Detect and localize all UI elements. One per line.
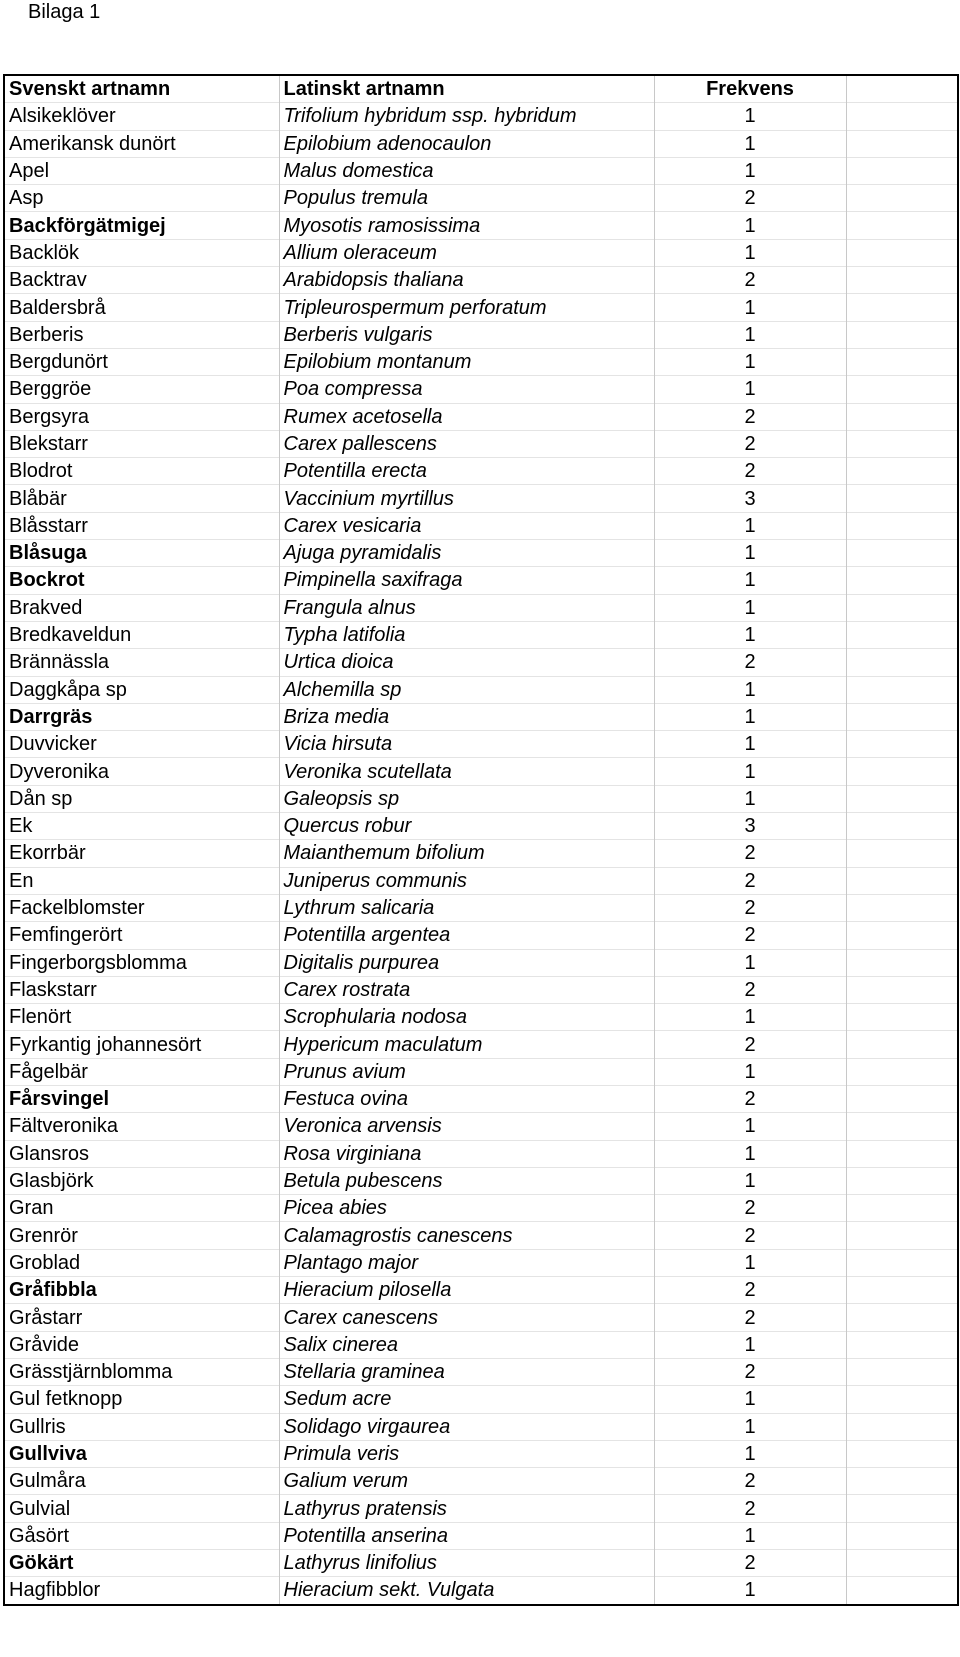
frequency-cell: 2 xyxy=(654,922,846,949)
frequency-cell: 1 xyxy=(654,1167,846,1194)
table-row xyxy=(4,1358,958,1385)
empty-cell xyxy=(846,1440,958,1467)
latin-name-cell: Vaccinium myrtillus xyxy=(279,485,654,512)
header-swedish-name: Svenskt artnamn xyxy=(9,78,171,101)
table-row xyxy=(4,1004,958,1031)
swedish-name-cell: Brännässla xyxy=(4,649,279,676)
latin-name-cell: Primula veris xyxy=(279,1440,654,1467)
latin-name-cell: Lythrum salicaria xyxy=(279,894,654,921)
latin-name-cell: Hieracium sekt. Vulgata xyxy=(279,1577,654,1605)
swedish-name-cell: Amerikansk dunört xyxy=(4,130,279,157)
table-row xyxy=(4,376,958,403)
frequency-cell: 1 xyxy=(654,376,846,403)
frequency-cell: 1 xyxy=(654,321,846,348)
swedish-name-cell: Bergsyra xyxy=(4,403,279,430)
empty-cell xyxy=(846,1140,958,1167)
table-row xyxy=(4,867,958,894)
frequency-cell: 2 xyxy=(654,185,846,212)
page-heading: Bilaga 1 xyxy=(28,1,101,23)
latin-name-cell: Rumex acetosella xyxy=(279,403,654,430)
frequency-cell: 2 xyxy=(654,1222,846,1249)
swedish-name-cell: Glansros xyxy=(4,1140,279,1167)
table-row xyxy=(4,430,958,457)
latin-name-cell: Solidago virgaurea xyxy=(279,1413,654,1440)
empty-cell xyxy=(846,267,958,294)
frequency-cell: 2 xyxy=(654,1085,846,1112)
empty-cell xyxy=(846,294,958,321)
table-row xyxy=(4,922,958,949)
latin-name-cell: Veronika scutellata xyxy=(279,758,654,785)
table-row xyxy=(4,485,958,512)
frequency-cell: 1 xyxy=(654,785,846,812)
latin-name-cell: Allium oleraceum xyxy=(279,239,654,266)
empty-cell xyxy=(846,321,958,348)
swedish-name-cell: Hagfibblor xyxy=(4,1577,279,1605)
frequency-cell: 1 xyxy=(654,130,846,157)
table-row xyxy=(4,1085,958,1112)
swedish-name-cell: Gåsört xyxy=(4,1522,279,1549)
latin-name-cell: Quercus robur xyxy=(279,813,654,840)
empty-cell xyxy=(846,1413,958,1440)
swedish-name-cell: Gullris xyxy=(4,1413,279,1440)
table-row xyxy=(4,567,958,594)
latin-name-cell: Galeopsis sp xyxy=(279,785,654,812)
swedish-name-cell: Gul fetknopp xyxy=(4,1386,279,1413)
empty-cell xyxy=(846,894,958,921)
frequency-cell: 1 xyxy=(654,676,846,703)
empty-cell xyxy=(846,212,958,239)
empty-cell xyxy=(846,840,958,867)
empty-cell xyxy=(846,758,958,785)
latin-name-cell: Sedum acre xyxy=(279,1386,654,1413)
frequency-cell: 3 xyxy=(654,813,846,840)
swedish-name-cell: Dån sp xyxy=(4,785,279,812)
empty-cell xyxy=(846,130,958,157)
table-row xyxy=(4,239,958,266)
frequency-cell: 1 xyxy=(654,949,846,976)
frequency-cell: 1 xyxy=(654,594,846,621)
empty-cell xyxy=(846,376,958,403)
table-row xyxy=(4,185,958,212)
empty-cell xyxy=(846,75,958,103)
frequency-cell: 2 xyxy=(654,1495,846,1522)
frequency-cell: 1 xyxy=(654,1440,846,1467)
empty-cell xyxy=(846,1249,958,1276)
table-row xyxy=(4,840,958,867)
species-table-body xyxy=(4,75,958,1605)
frequency-cell: 2 xyxy=(654,430,846,457)
frequency-cell: 2 xyxy=(654,1304,846,1331)
swedish-name-cell: Gökärt xyxy=(4,1550,279,1577)
empty-cell xyxy=(846,1522,958,1549)
empty-cell xyxy=(846,813,958,840)
latin-name-cell: Potentilla anserina xyxy=(279,1522,654,1549)
latin-name-cell: Vicia hirsuta xyxy=(279,731,654,758)
swedish-name-cell: Daggkåpa sp xyxy=(4,676,279,703)
swedish-name-cell: Fågelbär xyxy=(4,1058,279,1085)
empty-cell xyxy=(846,1004,958,1031)
table-row xyxy=(4,731,958,758)
frequency-cell: 1 xyxy=(654,512,846,539)
latin-name-cell: Epilobium montanum xyxy=(279,348,654,375)
empty-cell xyxy=(846,567,958,594)
table-row xyxy=(4,1522,958,1549)
table-row xyxy=(4,976,958,1003)
swedish-name-cell: Berggröe xyxy=(4,376,279,403)
latin-name-cell: Poa compressa xyxy=(279,376,654,403)
empty-cell xyxy=(846,922,958,949)
frequency-cell: 1 xyxy=(654,239,846,266)
empty-cell xyxy=(846,348,958,375)
latin-name-cell: Galium verum xyxy=(279,1468,654,1495)
table-header-row xyxy=(4,75,958,103)
frequency-cell: 1 xyxy=(654,1522,846,1549)
latin-name-cell: Calamagrostis canescens xyxy=(279,1222,654,1249)
frequency-cell: 2 xyxy=(654,867,846,894)
frequency-cell: 1 xyxy=(654,157,846,184)
frequency-cell: 3 xyxy=(654,485,846,512)
table-row xyxy=(4,1386,958,1413)
latin-name-cell: Pimpinella saxifraga xyxy=(279,567,654,594)
frequency-cell: 1 xyxy=(654,212,846,239)
swedish-name-cell: Blåsuga xyxy=(4,540,279,567)
swedish-name-cell: Gråvide xyxy=(4,1331,279,1358)
empty-cell xyxy=(846,485,958,512)
frequency-cell: 1 xyxy=(654,1386,846,1413)
swedish-name-cell: Darrgräs xyxy=(4,703,279,730)
table-row xyxy=(4,403,958,430)
empty-cell xyxy=(846,1495,958,1522)
table-row xyxy=(4,894,958,921)
latin-name-cell: Lathyrus linifolius xyxy=(279,1550,654,1577)
frequency-cell: 1 xyxy=(654,758,846,785)
table-row xyxy=(4,1277,958,1304)
frequency-cell: 1 xyxy=(654,1058,846,1085)
swedish-name-cell: Bredkaveldun xyxy=(4,621,279,648)
swedish-name-cell: Gråstarr xyxy=(4,1304,279,1331)
latin-name-cell: Carex rostrata xyxy=(279,976,654,1003)
frequency-cell: 1 xyxy=(654,567,846,594)
frequency-cell: 2 xyxy=(654,1550,846,1577)
latin-name-cell: Stellaria graminea xyxy=(279,1358,654,1385)
latin-name-cell: Briza media xyxy=(279,703,654,730)
swedish-name-cell: Fingerborgsblomma xyxy=(4,949,279,976)
latin-name-cell: Lathyrus pratensis xyxy=(279,1495,654,1522)
frequency-cell: 2 xyxy=(654,1195,846,1222)
empty-cell xyxy=(846,1195,958,1222)
table-row xyxy=(4,512,958,539)
latin-name-cell: Salix cinerea xyxy=(279,1331,654,1358)
swedish-name-cell: Fyrkantig johannesört xyxy=(4,1031,279,1058)
empty-cell xyxy=(846,1577,958,1605)
empty-cell xyxy=(846,731,958,758)
empty-cell xyxy=(846,785,958,812)
latin-name-cell: Tripleurospermum perforatum xyxy=(279,294,654,321)
empty-cell xyxy=(846,1222,958,1249)
swedish-name-cell: Blåbär xyxy=(4,485,279,512)
latin-name-cell: Frangula alnus xyxy=(279,594,654,621)
latin-name-cell: Carex pallescens xyxy=(279,430,654,457)
table-row xyxy=(4,458,958,485)
swedish-name-cell: Apel xyxy=(4,157,279,184)
table-row xyxy=(4,1550,958,1577)
latin-name-cell: Ajuga pyramidalis xyxy=(279,540,654,567)
swedish-name-cell: Blekstarr xyxy=(4,430,279,457)
frequency-cell: 1 xyxy=(654,621,846,648)
swedish-name-cell: Grässtjärnblomma xyxy=(4,1358,279,1385)
latin-name-cell: Digitalis purpurea xyxy=(279,949,654,976)
swedish-name-cell: Duvvicker xyxy=(4,731,279,758)
swedish-name-cell: Backlök xyxy=(4,239,279,266)
table-row xyxy=(4,321,958,348)
table-row xyxy=(4,1413,958,1440)
frequency-cell: 1 xyxy=(654,731,846,758)
table-row xyxy=(4,1031,958,1058)
table-row xyxy=(4,130,958,157)
empty-cell xyxy=(846,1058,958,1085)
swedish-name-cell: Grenrör xyxy=(4,1222,279,1249)
latin-name-cell: Plantago major xyxy=(279,1249,654,1276)
swedish-name-cell: Ekorrbär xyxy=(4,840,279,867)
swedish-name-cell: Flenört xyxy=(4,1004,279,1031)
table-row xyxy=(4,676,958,703)
table-row xyxy=(4,157,958,184)
latin-name-cell: Myosotis ramosissima xyxy=(279,212,654,239)
table-row xyxy=(4,1195,958,1222)
table-row xyxy=(4,785,958,812)
empty-cell xyxy=(846,1331,958,1358)
frequency-cell: 1 xyxy=(654,1413,846,1440)
swedish-name-cell: En xyxy=(4,867,279,894)
swedish-name-cell: Flaskstarr xyxy=(4,976,279,1003)
swedish-name-cell: Berberis xyxy=(4,321,279,348)
swedish-name-cell: Alsikeklöver xyxy=(4,103,279,130)
frequency-cell: 1 xyxy=(654,348,846,375)
swedish-name-cell: Blodrot xyxy=(4,458,279,485)
latin-name-cell: Festuca ovina xyxy=(279,1085,654,1112)
latin-name-cell: Epilobium adenocaulon xyxy=(279,130,654,157)
empty-cell xyxy=(846,540,958,567)
empty-cell xyxy=(846,976,958,1003)
table-row xyxy=(4,1440,958,1467)
swedish-name-cell: Brakved xyxy=(4,594,279,621)
frequency-cell: 2 xyxy=(654,894,846,921)
empty-cell xyxy=(846,703,958,730)
empty-cell xyxy=(846,1468,958,1495)
frequency-cell: 1 xyxy=(654,1577,846,1605)
swedish-name-cell: Backtrav xyxy=(4,267,279,294)
table-row xyxy=(4,1167,958,1194)
swedish-name-cell: Gullviva xyxy=(4,1440,279,1467)
table-row xyxy=(4,649,958,676)
latin-name-cell: Prunus avium xyxy=(279,1058,654,1085)
table-row xyxy=(4,758,958,785)
latin-name-cell: Veronica arvensis xyxy=(279,1113,654,1140)
latin-name-cell: Urtica dioica xyxy=(279,649,654,676)
swedish-name-cell: Baldersbrå xyxy=(4,294,279,321)
empty-cell xyxy=(846,649,958,676)
table-row xyxy=(4,1222,958,1249)
frequency-cell: 2 xyxy=(654,267,846,294)
latin-name-cell: Potentilla erecta xyxy=(279,458,654,485)
table-row xyxy=(4,1577,958,1605)
swedish-name-cell: Gråfibbla xyxy=(4,1277,279,1304)
table-row xyxy=(4,294,958,321)
empty-cell xyxy=(846,1085,958,1112)
empty-cell xyxy=(846,867,958,894)
table-row xyxy=(4,1249,958,1276)
species-table xyxy=(3,74,959,1606)
empty-cell xyxy=(846,1277,958,1304)
empty-cell xyxy=(846,458,958,485)
frequency-cell: 2 xyxy=(654,403,846,430)
latin-name-cell: Maianthemum bifolium xyxy=(279,840,654,867)
table-row xyxy=(4,1495,958,1522)
empty-cell xyxy=(846,621,958,648)
swedish-name-cell: Gulmåra xyxy=(4,1468,279,1495)
frequency-cell: 1 xyxy=(654,1113,846,1140)
empty-cell xyxy=(846,949,958,976)
empty-cell xyxy=(846,430,958,457)
swedish-name-cell: Gran xyxy=(4,1195,279,1222)
header-latin-name: Latinskt artnamn xyxy=(279,75,654,103)
swedish-name-cell: Glasbjörk xyxy=(4,1167,279,1194)
table-row xyxy=(4,594,958,621)
latin-name-cell: Populus tremula xyxy=(279,185,654,212)
empty-cell xyxy=(846,1113,958,1140)
swedish-name-cell: Backförgätmigej xyxy=(4,212,279,239)
table-row xyxy=(4,1468,958,1495)
frequency-cell: 1 xyxy=(654,703,846,730)
empty-cell xyxy=(846,1304,958,1331)
frequency-cell: 2 xyxy=(654,458,846,485)
empty-cell xyxy=(846,512,958,539)
table-row xyxy=(4,703,958,730)
table-row xyxy=(4,212,958,239)
latin-name-cell: Juniperus communis xyxy=(279,867,654,894)
latin-name-cell: Rosa virginiana xyxy=(279,1140,654,1167)
swedish-name-cell: Gulvial xyxy=(4,1495,279,1522)
frequency-cell: 2 xyxy=(654,1358,846,1385)
swedish-name-cell: Femfingerört xyxy=(4,922,279,949)
table-row xyxy=(4,1058,958,1085)
latin-name-cell: Carex canescens xyxy=(279,1304,654,1331)
latin-name-cell: Alchemilla sp xyxy=(279,676,654,703)
swedish-name-cell: Blåsstarr xyxy=(4,512,279,539)
frequency-cell: 1 xyxy=(654,1331,846,1358)
latin-name-cell: Arabidopsis thaliana xyxy=(279,267,654,294)
table-row xyxy=(4,1304,958,1331)
frequency-cell: 1 xyxy=(654,103,846,130)
swedish-name-cell: Asp xyxy=(4,185,279,212)
table-row xyxy=(4,348,958,375)
frequency-cell: 2 xyxy=(654,1468,846,1495)
empty-cell xyxy=(846,1358,958,1385)
swedish-name-cell: Ek xyxy=(4,813,279,840)
empty-cell xyxy=(846,103,958,130)
table-row xyxy=(4,1140,958,1167)
swedish-name-cell: Bergdunört xyxy=(4,348,279,375)
empty-cell xyxy=(846,403,958,430)
frequency-cell: 2 xyxy=(654,840,846,867)
swedish-name-cell: Fältveronika xyxy=(4,1113,279,1140)
table-row xyxy=(4,949,958,976)
empty-cell xyxy=(846,594,958,621)
swedish-name-cell: Fårsvingel xyxy=(4,1085,279,1112)
empty-cell xyxy=(846,1031,958,1058)
frequency-cell: 2 xyxy=(654,1277,846,1304)
empty-cell xyxy=(846,1386,958,1413)
latin-name-cell: Berberis vulgaris xyxy=(279,321,654,348)
swedish-name-cell: Bockrot xyxy=(4,567,279,594)
empty-cell xyxy=(846,157,958,184)
empty-cell xyxy=(846,1167,958,1194)
frequency-cell: 2 xyxy=(654,649,846,676)
frequency-cell: 1 xyxy=(654,294,846,321)
table-row xyxy=(4,267,958,294)
latin-name-cell: Trifolium hybridum ssp. hybridum xyxy=(279,103,654,130)
latin-name-cell: Scrophularia nodosa xyxy=(279,1004,654,1031)
frequency-cell: 1 xyxy=(654,1249,846,1276)
frequency-cell: 1 xyxy=(654,540,846,567)
table-row xyxy=(4,1331,958,1358)
empty-cell xyxy=(846,185,958,212)
frequency-cell: 2 xyxy=(654,1031,846,1058)
latin-name-cell: Betula pubescens xyxy=(279,1167,654,1194)
latin-name-cell: Malus domestica xyxy=(279,157,654,184)
swedish-name-cell: Fackelblomster xyxy=(4,894,279,921)
latin-name-cell: Typha latifolia xyxy=(279,621,654,648)
latin-name-cell: Carex vesicaria xyxy=(279,512,654,539)
swedish-name-cell: Groblad xyxy=(4,1249,279,1276)
latin-name-cell: Hypericum maculatum xyxy=(279,1031,654,1058)
empty-cell xyxy=(846,1550,958,1577)
table-row xyxy=(4,540,958,567)
table-row xyxy=(4,621,958,648)
frequency-cell: 2 xyxy=(654,976,846,1003)
header-frequency: Frekvens xyxy=(654,75,846,103)
empty-cell xyxy=(846,239,958,266)
swedish-name-cell: Dyveronika xyxy=(4,758,279,785)
frequency-cell: 1 xyxy=(654,1004,846,1031)
table-row xyxy=(4,813,958,840)
table-row xyxy=(4,1113,958,1140)
table-row xyxy=(4,103,958,130)
latin-name-cell: Picea abies xyxy=(279,1195,654,1222)
frequency-cell: 1 xyxy=(654,1140,846,1167)
empty-cell xyxy=(846,676,958,703)
latin-name-cell: Hieracium pilosella xyxy=(279,1277,654,1304)
latin-name-cell: Potentilla argentea xyxy=(279,922,654,949)
